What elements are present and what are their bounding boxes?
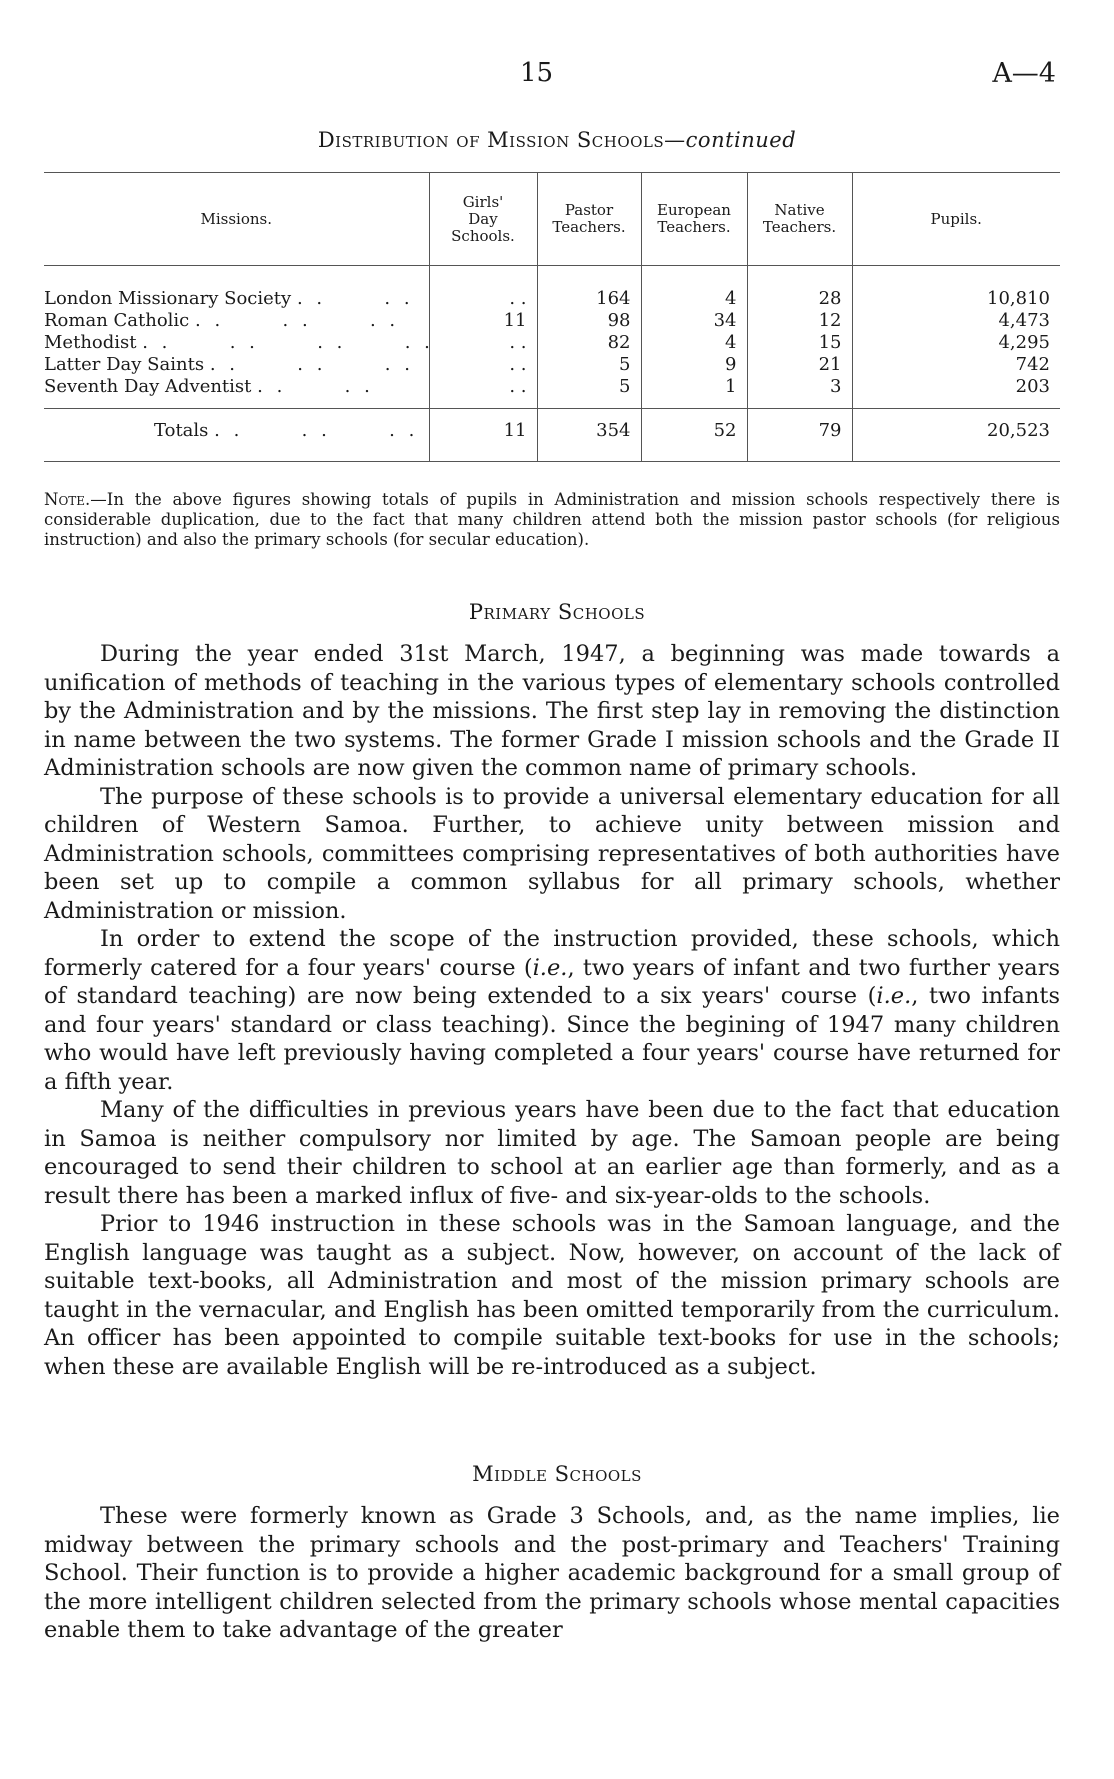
middle-schools-heading: Middle Schools (472, 1462, 642, 1486)
cell-girls: . . (429, 376, 537, 409)
column-header-missions: Missions. (44, 173, 429, 266)
cell-pupils: 4,473 (852, 310, 1060, 332)
table-title (0, 128, 1114, 152)
table-header-row (44, 173, 1060, 266)
cell-pastor: 82 (537, 332, 641, 354)
total-pastor: 354 (537, 409, 641, 462)
cell-pastor: 5 (537, 376, 641, 409)
paragraph: Many of the difficulties in previous years have been due to the fact that education in Samoa is neither compulsory nor limited by age. The Samoan people are being encouraged to send their children to school at an earlier age than formerly, and as a result there has been a marked influx of five- and six-year-olds to the schools. (44, 1097, 1060, 1209)
table-row (44, 266, 1060, 311)
cell-pupils: 203 (852, 376, 1060, 409)
column-header-girls-day-schools: Girls' Day Schools. (429, 173, 537, 266)
paragraph: The purpose of these schools is to provide a universal elementary education for all children of Western Samoa. Further, to achieve unity between mission and Administration schools, committees comprising representatives of both authorities have been set up to compile a common syllabus for all primary schools, whether Administration or mission. (44, 783, 1060, 924)
cell-native: 28 (747, 266, 852, 311)
cell-girls: . . (429, 354, 537, 376)
totals-label: Totals (154, 420, 209, 441)
paragraph: During the year ended 31st March, 1947, a beginning was made towards a unification of methods of teaching in the various types of elementary schools controlled by the Administration and by the missions. The first step lay in removing the distinction in name between the two systems. The former Grade I mission schools and the Grade II Administration schools are now given the common name of primary schools. (44, 641, 1060, 781)
cell-pastor: 98 (537, 310, 641, 332)
mission-name: London Missionary Society (44, 288, 292, 309)
leader-dots: . . . . . . (209, 354, 414, 375)
abbreviation-ie: i.e. (532, 954, 568, 981)
row-mission (44, 376, 429, 409)
mission-name: Latter Day Saints (44, 354, 205, 375)
total-native: 79 (747, 409, 852, 462)
page-header (0, 58, 1114, 98)
table-title-main: Distribution of Mission Schools (317, 128, 665, 152)
mission-schools-table (44, 172, 1060, 462)
cell-pastor: 164 (537, 266, 641, 311)
paragraph-text: In order to extend the scope of the instruction provided, these schools, which formerly catered for a four years' course ( (44, 926, 1060, 981)
row-mission (44, 266, 429, 311)
column-header-pastor-teachers: Pastor Teachers. (537, 173, 641, 266)
page-number: 15 (520, 58, 554, 88)
row-mission (44, 310, 429, 332)
paragraph-text: , two years of infant and two further years of standard teaching) are now being extended to a six years' course ( (44, 954, 1061, 1009)
paragraph: These were formerly known as Grade 3 Schools, and, as the name implies, lie midway between the primary schools and the post-primary and Teachers' Training School. Their function is to provide a higher academic background for a small group of the more intelligent children selected from the primary schools whose mental capacities enable them to take advantage of the greater (44, 1503, 1060, 1643)
paragraph (44, 925, 1060, 1096)
table-title-dash: — (664, 128, 686, 152)
mission-name: Roman Catholic (44, 310, 190, 331)
cell-girls: . . (429, 266, 537, 311)
cell-pupils: 742 (852, 354, 1060, 376)
total-european: 52 (641, 409, 747, 462)
cell-pupils: 4,295 (852, 332, 1060, 354)
table-note (44, 490, 1060, 550)
page-reference: A—4 (992, 58, 1056, 89)
column-header-european-teachers: European Teachers. (641, 173, 747, 266)
table-row (44, 332, 1060, 354)
cell-european: 9 (641, 354, 747, 376)
table-row (44, 310, 1060, 332)
primary-schools-heading: Primary Schools (468, 600, 646, 624)
cell-european: 4 (641, 332, 747, 354)
leader-dots: . . . . (257, 376, 374, 397)
mission-name: Seventh Day Adventist (44, 376, 252, 397)
cell-native: 15 (747, 332, 852, 354)
cell-pupils: 10,810 (852, 266, 1060, 311)
total-girls: 11 (429, 409, 537, 462)
paragraph: Prior to 1946 instruction in these schools was in the Samoan language, and the English language was taught as a subject. Now, however, on account of the lack of suitable text-books, all Administration and most of the mission primary schools are taught in the vernacular, and English has been omitted temporarily from the curriculum. An officer has been appointed to compile suitable text-books for use in the schools; when these are available English will be re-introduced as a subject. (44, 1211, 1060, 1380)
cell-native: 3 (747, 376, 852, 409)
total-pupils: 20,523 (852, 409, 1060, 462)
totals-label-cell (44, 409, 429, 462)
cell-pastor: 5 (537, 354, 641, 376)
note-label: Note. (44, 490, 91, 509)
paragraph-text: , two infants and four years' standard or class teaching). Since the begining of 1947 many children who would have left previously having completed a four years' course have returned for a fifth year. (44, 983, 1060, 1095)
table-row (44, 354, 1060, 376)
cell-girls: . . (429, 332, 537, 354)
table-row (44, 376, 1060, 409)
leader-dots: . . . . . . (214, 420, 419, 441)
table-title-continued: continued (685, 128, 797, 152)
note-text: —In the above figures showing totals of pupils in Administration and mission schools respectively there is considerable duplication, due to the fact that many children attend both the mission pastor schools (for religious instruction) and also the primary schools (for secular education). (44, 490, 1060, 549)
cell-european: 4 (641, 266, 747, 311)
leader-dots: . . . . . . . . (142, 332, 434, 353)
leader-dots: . . . . (296, 288, 414, 309)
abbreviation-ie: i.e. (876, 983, 912, 1009)
middle-schools-body (44, 1502, 1060, 1645)
cell-european: 1 (641, 376, 747, 409)
row-mission (44, 332, 434, 354)
row-mission (44, 354, 429, 376)
column-header-native-teachers: Native Teachers. (747, 173, 852, 266)
cell-native: 12 (747, 310, 852, 332)
cell-native: 21 (747, 354, 852, 376)
totals-row (44, 409, 1060, 462)
cell-european: 34 (641, 310, 747, 332)
mission-name: Methodist (44, 332, 137, 353)
primary-schools-body (44, 640, 1060, 1381)
cell-girls: 11 (429, 310, 537, 332)
leader-dots: . . . . . . (195, 310, 400, 331)
column-header-pupils: Pupils. (852, 173, 1060, 266)
